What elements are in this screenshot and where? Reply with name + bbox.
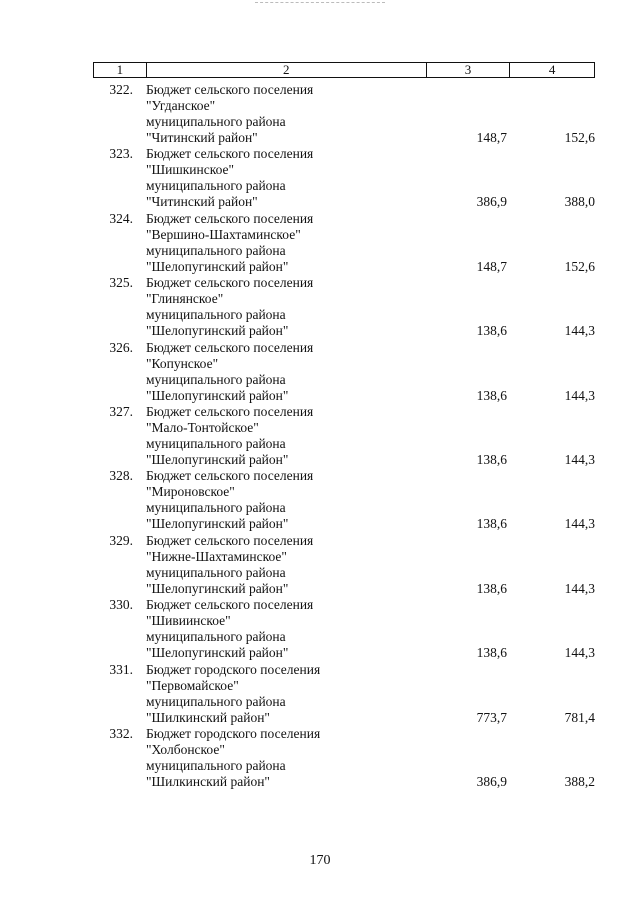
value-col-4: 144,3 bbox=[564, 580, 595, 596]
description-line: муниципального района bbox=[146, 757, 286, 773]
description-line: "Шелопугинский район" bbox=[146, 387, 289, 403]
value-col-4: 144,3 bbox=[564, 516, 595, 532]
value-col-4: 388,2 bbox=[564, 773, 595, 789]
description-line: Бюджет сельского поселения bbox=[146, 339, 314, 355]
table-row bbox=[93, 723, 595, 787]
value-col-4: 388,0 bbox=[564, 194, 595, 210]
description-line: "Копунское" bbox=[146, 355, 219, 371]
value-col-4: 152,6 bbox=[564, 258, 595, 274]
row-number: 327. bbox=[109, 403, 133, 419]
description-line: Бюджет сельского поселения bbox=[146, 468, 314, 484]
value-col-4: 144,3 bbox=[564, 451, 595, 467]
description-line: "Шелопугинский район" bbox=[146, 258, 289, 274]
description-line: "Вершино-Шахтаминское" bbox=[146, 226, 301, 242]
description-line: "Шивиинское" bbox=[146, 613, 231, 629]
description-line: "Читинский район" bbox=[146, 130, 258, 145]
description-line: "Холбонское" bbox=[146, 741, 225, 757]
description-line: муниципального района bbox=[146, 114, 286, 129]
row-number: 331. bbox=[109, 661, 133, 677]
value-col-4: 144,3 bbox=[564, 323, 595, 339]
value-col-3: 386,9 bbox=[476, 773, 507, 789]
row-number: 326. bbox=[109, 339, 133, 355]
description-line: муниципального района bbox=[146, 242, 286, 258]
value-col-3: 773,7 bbox=[476, 709, 507, 725]
row-number: 325. bbox=[109, 275, 133, 291]
table-row bbox=[93, 465, 595, 532]
value-col-3: 148,7 bbox=[476, 130, 507, 145]
value-col-3: 148,7 bbox=[476, 258, 507, 274]
description-line: "Шелопугинский район" bbox=[146, 645, 289, 661]
value-col-3: 138,6 bbox=[476, 645, 507, 661]
value-col-4: 144,3 bbox=[564, 645, 595, 661]
description-line: муниципального района bbox=[146, 693, 286, 709]
description-line: "Шелопугинский район" bbox=[146, 323, 289, 339]
row-number: 324. bbox=[109, 210, 133, 226]
description-line: "Шилкинский район" bbox=[146, 773, 270, 789]
header-col-1: 1 bbox=[94, 63, 147, 77]
value-col-3: 138,6 bbox=[476, 387, 507, 403]
description-line: Бюджет сельского поселения bbox=[146, 210, 314, 226]
description-line: "Шелопугинский район" bbox=[146, 451, 289, 467]
table-row bbox=[93, 272, 595, 339]
description-line: Бюджет сельского поселения bbox=[146, 597, 314, 613]
description-line: "Шелопугинский район" bbox=[146, 580, 289, 596]
row-description bbox=[146, 404, 313, 468]
header-col-2: 2 bbox=[147, 63, 427, 77]
description-line: "Угданское" bbox=[146, 98, 216, 113]
description-line: Бюджет сельского поселения bbox=[146, 146, 314, 162]
description-line: "Читинский район" bbox=[146, 194, 258, 210]
description-line: муниципального района bbox=[146, 435, 286, 451]
table-row bbox=[93, 530, 595, 594]
row-description bbox=[146, 211, 313, 275]
table-row bbox=[93, 401, 595, 465]
description-line: муниципального района bbox=[146, 371, 286, 387]
description-line: Бюджет городского поселения bbox=[146, 725, 321, 741]
header-col-3: 3 bbox=[427, 63, 511, 77]
table-row bbox=[93, 143, 595, 210]
table-header bbox=[93, 62, 595, 78]
row-number: 329. bbox=[109, 532, 133, 548]
row-number: 330. bbox=[109, 597, 133, 613]
row-description bbox=[146, 340, 313, 404]
row-description bbox=[146, 275, 313, 339]
description-line: Бюджет городского поселения bbox=[146, 661, 321, 677]
row-description bbox=[146, 468, 313, 532]
value-col-3: 386,9 bbox=[476, 194, 507, 210]
value-col-3: 138,6 bbox=[476, 516, 507, 532]
description-line: "Шишкинское" bbox=[146, 162, 235, 178]
value-col-3: 138,6 bbox=[476, 580, 507, 596]
row-description bbox=[146, 726, 320, 790]
value-col-3: 138,6 bbox=[476, 323, 507, 339]
description-line: "Шилкинский район" bbox=[146, 709, 270, 725]
row-number: 332. bbox=[109, 725, 133, 741]
description-line: "Нижне-Шахтаминское" bbox=[146, 548, 287, 564]
table-row bbox=[93, 208, 595, 272]
scan-artifact-line bbox=[255, 2, 385, 3]
row-number: 323. bbox=[109, 146, 133, 162]
description-line: муниципального района bbox=[146, 564, 286, 580]
value-col-4: 152,6 bbox=[564, 130, 595, 145]
value-col-4: 781,4 bbox=[564, 709, 595, 725]
description-line: муниципального района bbox=[146, 178, 286, 194]
description-line: Бюджет сельского поселения bbox=[146, 532, 314, 548]
header-col-4: 4 bbox=[548, 62, 556, 77]
description-line: "Мироновское" bbox=[146, 484, 235, 500]
description-line: муниципального района bbox=[146, 307, 286, 323]
table-row bbox=[93, 79, 595, 143]
description-line: Бюджет сельского поселения bbox=[146, 82, 314, 97]
description-line: Бюджет сельского поселения bbox=[146, 275, 314, 291]
description-line: Бюджет сельского поселения bbox=[146, 403, 314, 419]
table-row bbox=[93, 659, 595, 723]
row-description bbox=[146, 82, 313, 146]
description-line: "Глинянское" bbox=[146, 291, 224, 307]
page-number: 170 bbox=[309, 853, 331, 868]
row-description bbox=[146, 662, 320, 726]
table-body bbox=[93, 79, 595, 787]
description-line: "Шелопугинский район" bbox=[146, 516, 289, 532]
row-description bbox=[146, 533, 313, 597]
value-col-4: 144,3 bbox=[564, 387, 595, 403]
row-description bbox=[146, 597, 313, 661]
table-row bbox=[93, 337, 595, 401]
row-number: 322. bbox=[109, 82, 133, 97]
table-row bbox=[93, 594, 595, 661]
description-line: муниципального района bbox=[146, 500, 286, 516]
description-line: муниципального района bbox=[146, 629, 286, 645]
row-number: 328. bbox=[109, 468, 133, 484]
row-description bbox=[146, 146, 313, 210]
description-line: "Мало-Тонтойское" bbox=[146, 419, 259, 435]
description-line: "Первомайское" bbox=[146, 677, 239, 693]
value-col-3: 138,6 bbox=[476, 451, 507, 467]
